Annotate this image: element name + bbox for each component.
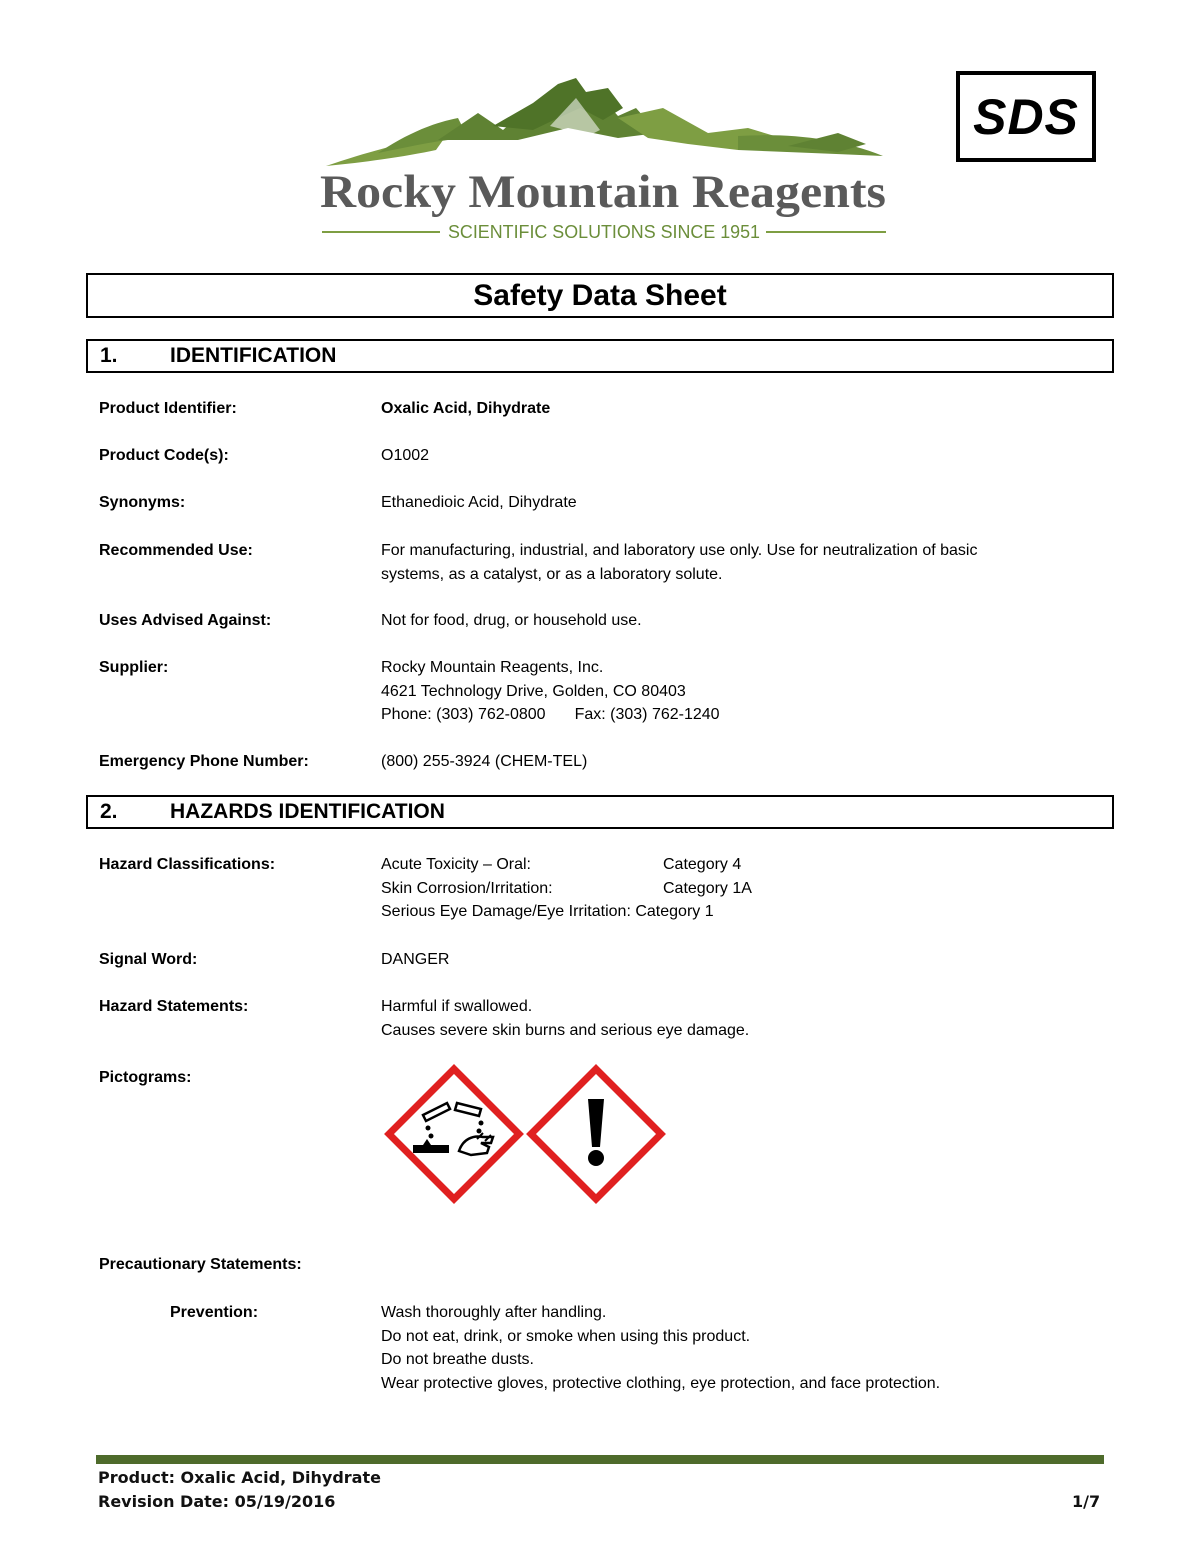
text-line: Do not eat, drink, or smoke when using this product. <box>381 1327 751 1345</box>
footer-rule <box>96 1455 1104 1464</box>
supplier-label: Supplier: <box>99 659 169 676</box>
supplier-name: Rocky Mountain Reagents, Inc. <box>381 659 604 676</box>
footer-product: Product: Oxalic Acid, Dihydrate <box>98 1468 381 1487</box>
corrosion-pictogram-icon <box>389 1069 519 1199</box>
hazard-class-category: Category 1A <box>663 879 752 897</box>
signal-word-label: Signal Word: <box>99 951 198 968</box>
supplier-fax: Fax: (303) 762-1240 <box>574 706 720 723</box>
emergency-phone-label: Emergency Phone Number: <box>99 753 309 770</box>
pictograms-group <box>383 1063 667 1209</box>
text-line: Wear protective gloves, protective clothing, eye protection, and face protection. <box>381 1374 941 1392</box>
supplier-value <box>381 656 720 727</box>
prevention-label: Prevention: <box>170 1304 259 1321</box>
text-line: Harmful if swallowed. <box>381 998 533 1015</box>
text-line: systems, as a catalyst, or as a laboratory solute. <box>381 565 723 583</box>
section-title: IDENTIFICATION <box>170 344 337 367</box>
text-line: For manufacturing, industrial, and laboratory use only. Use for neutralization of basic <box>381 542 978 559</box>
signal-word-value: DANGER <box>381 951 450 968</box>
section-2-header <box>86 795 1114 829</box>
synonyms-label: Synonyms: <box>99 494 186 511</box>
supplier-phone: Phone: (303) 762-0800 <box>381 706 546 723</box>
hazard-class-name: Acute Toxicity – Oral: <box>381 856 531 873</box>
supplier-address: 4621 Technology Drive, Golden, CO 80403 <box>381 682 686 700</box>
precautionary-statements-label: Precautionary Statements: <box>99 1256 302 1273</box>
hazard-class-category: Category 4 <box>663 856 742 873</box>
hazard-classifications-label: Hazard Classifications: <box>99 856 276 873</box>
supplier-contact <box>381 703 720 727</box>
emergency-phone-value: (800) 255-3924 (CHEM-TEL) <box>381 753 588 770</box>
text-line: Causes severe skin burns and serious eye damage. <box>381 1021 750 1039</box>
text-line: Do not breathe dusts. <box>381 1351 534 1368</box>
page-title: Safety Data Sheet <box>86 273 1114 318</box>
hazard-class-row <box>381 877 752 901</box>
uses-advised-against-value: Not for food, drug, or household use. <box>381 612 642 629</box>
page-number: 1/7 <box>1072 1492 1101 1511</box>
sds-badge: SDS <box>956 71 1096 162</box>
synonyms-value: Ethanedioic Acid, Dihydrate <box>381 494 577 511</box>
product-codes-value: O1002 <box>381 447 430 464</box>
hazard-classifications-list <box>381 853 752 924</box>
hazard-class-row <box>381 853 752 877</box>
section-1-header <box>86 339 1114 373</box>
recommended-use-value <box>381 539 977 586</box>
hazard-statements-label: Hazard Statements: <box>99 998 249 1015</box>
recommended-use-label: Recommended Use: <box>99 542 253 559</box>
hazard-statements-value <box>381 995 749 1042</box>
company-tagline: SCIENTIFIC SOLUTIONS SINCE 1951 <box>448 222 760 242</box>
prevention-value <box>381 1301 940 1395</box>
exclamation-mark-pictogram-icon <box>531 1069 661 1199</box>
hazard-class-name: Skin Corrosion/Irritation: <box>381 879 553 897</box>
hazard-class-row <box>381 900 752 924</box>
hazard-class-name: Serious Eye Damage/Eye Irritation: <box>381 903 631 920</box>
product-codes-label: Product Code(s): <box>99 447 229 464</box>
company-logo <box>318 78 890 243</box>
hazard-class-category: Category 1 <box>635 903 714 920</box>
text-line: Wash thoroughly after handling. <box>381 1304 607 1321</box>
company-name: Rocky Mountain Reagents <box>320 166 886 218</box>
mountain-logo-icon <box>318 78 890 243</box>
uses-advised-against-label: Uses Advised Against: <box>99 612 272 629</box>
pictograms-label: Pictograms: <box>99 1069 192 1086</box>
section-number: 1. <box>100 344 118 367</box>
product-identifier-label: Product Identifier: <box>99 400 237 417</box>
product-identifier-value: Oxalic Acid, Dihydrate <box>381 400 551 417</box>
section-number: 2. <box>100 800 118 823</box>
section-title: HAZARDS IDENTIFICATION <box>170 800 445 823</box>
footer-revision-date: Revision Date: 05/19/2016 <box>98 1492 336 1511</box>
